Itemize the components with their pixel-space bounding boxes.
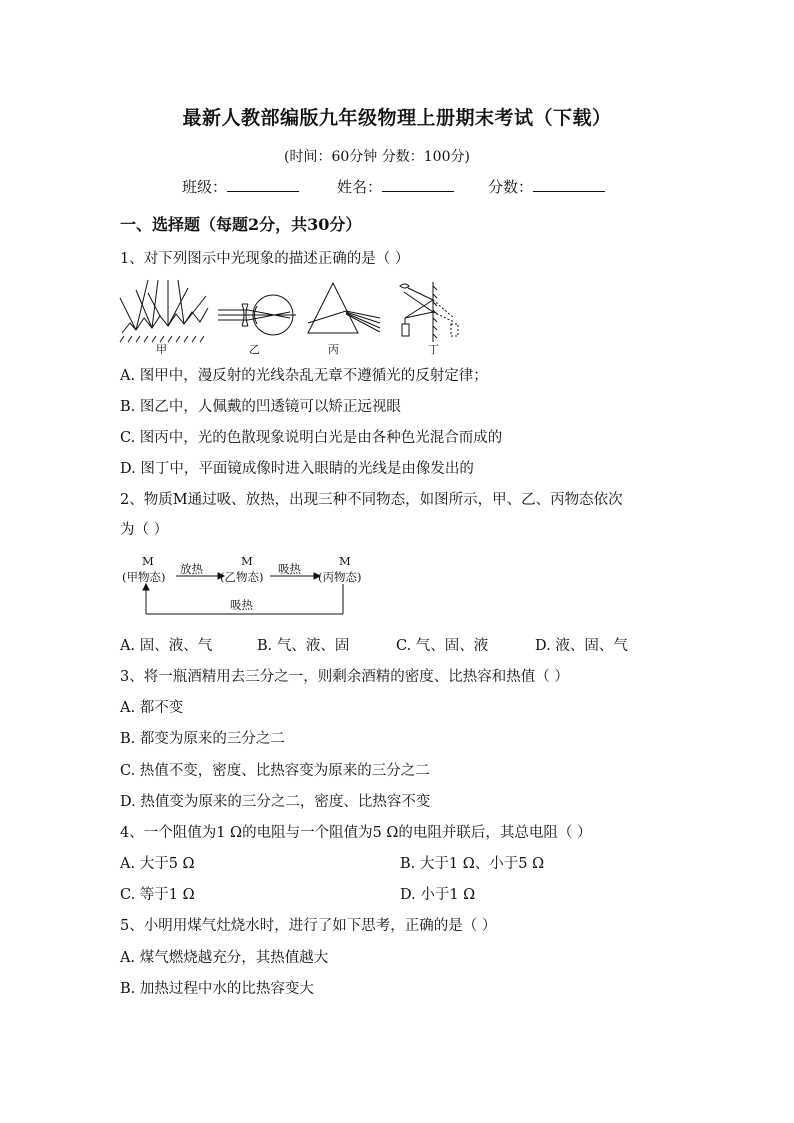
figure-label-ding: 丁	[428, 343, 439, 356]
section-title: 一、选择题（每题2分，共30分）	[120, 215, 362, 234]
score-label: 分数：	[488, 178, 534, 196]
score-field	[488, 176, 605, 197]
q4-option-c[interactable]: C. 等于1 Ω	[120, 887, 195, 903]
q1-option-c[interactable]: C. 图丙中，光的色散现象说明白光是由各种色光混合而成的	[120, 430, 503, 446]
q1-figure-svg	[118, 278, 468, 356]
q3-option-b[interactable]: B. 都变为原来的三分之二	[120, 731, 285, 747]
class-blank[interactable]	[227, 177, 299, 192]
figure-ding-plane-mirror	[400, 282, 458, 342]
q1-option-a[interactable]: A. 图甲中，漫反射的光线杂乱无章不遵循光的反射定律；	[120, 368, 488, 384]
q5-option-a[interactable]: A. 煤气燃烧越充分，其热值越大	[120, 950, 329, 966]
q2-state-diagram	[118, 556, 378, 616]
q3-stem: 3、将一瓶酒精用去三分之一，则剩余酒精的密度、比热容和热值（ ）	[120, 669, 569, 685]
exam-time-score: (时间：60分钟 分数：100分)	[284, 149, 470, 165]
q5-stem: 5、小明用煤气灶烧水时，进行了如下思考，正确的是（ ）	[120, 918, 497, 934]
figure-label-yi: 乙	[249, 343, 260, 356]
q3-option-d[interactable]: D. 热值变为原来的三分之二，密度、比热容不变	[120, 794, 431, 810]
q2-option-c[interactable]: C. 气、固、液	[396, 638, 489, 654]
q2-m-label-2: M	[241, 554, 253, 568]
q2-stem-line1: 2、物质M通过吸、放热，出现三种不同物态，如图所示，甲、乙、丙物态依次	[120, 492, 623, 508]
page-title: 最新人教部编版九年级物理上册期末考试（下载）	[182, 107, 612, 129]
q1-option-d[interactable]: D. 图丁中，平面镜成像时进入眼睛的光线是由像发出的	[120, 461, 474, 477]
class-label: 班级：	[182, 178, 228, 196]
q2-state-jia: (甲物态)	[122, 570, 166, 584]
q2-state-yi: (乙物态)	[220, 570, 264, 584]
q3-option-c[interactable]: C. 热值不变，密度、比热容变为原来的三分之二	[120, 763, 430, 779]
q2-state-bing: (丙物态)	[318, 570, 362, 584]
figure-label-bing: 丙	[328, 343, 339, 356]
q2-arrow-label-release-heat: 放热	[180, 562, 203, 576]
q2-stem-line2: 为（ ）	[120, 522, 169, 538]
q2-option-b[interactable]: B. 气、液、固	[257, 638, 350, 654]
figure-yi-eye-lens	[218, 295, 296, 335]
q1-stem: 1、对下列图示中光现象的描述正确的是（ ）	[120, 251, 410, 267]
q2-arrow-label-absorb-heat-1: 吸热	[278, 562, 301, 576]
q2-m-label-3: M	[339, 554, 351, 568]
name-label: 姓名：	[337, 178, 383, 196]
q2-arrow-label-absorb-heat-2: 吸热	[230, 598, 253, 612]
q2-m-label-1: M	[142, 554, 154, 568]
figure-jia-diffuse-reflection	[120, 280, 208, 342]
q2-option-a[interactable]: A. 固、液、气	[120, 638, 213, 654]
q4-option-d[interactable]: D. 小于1 Ω	[400, 887, 476, 903]
q5-option-b[interactable]: B. 加热过程中水的比热容变大	[120, 981, 314, 997]
q3-option-a[interactable]: A. 都不变	[120, 700, 184, 716]
figure-label-jia: 甲	[156, 343, 167, 356]
figure-bing-prism	[308, 283, 380, 333]
name-field	[337, 176, 454, 197]
q2-option-d[interactable]: D. 液、固、气	[535, 638, 628, 654]
q1-figure	[118, 278, 468, 356]
q4-stem: 4、一个阻值为1 Ω的电阻与一个阻值为5 Ω的电阻并联后，其总电阻（ ）	[120, 825, 592, 841]
score-blank[interactable]	[533, 177, 605, 192]
name-blank[interactable]	[382, 177, 454, 192]
q1-option-b[interactable]: B. 图乙中，人佩戴的凹透镜可以矫正远视眼	[120, 399, 401, 415]
class-field	[182, 176, 299, 197]
q4-option-b[interactable]: B. 大于1 Ω、小于5 Ω	[400, 856, 545, 872]
q4-option-a[interactable]: A. 大于5 Ω	[120, 856, 195, 872]
